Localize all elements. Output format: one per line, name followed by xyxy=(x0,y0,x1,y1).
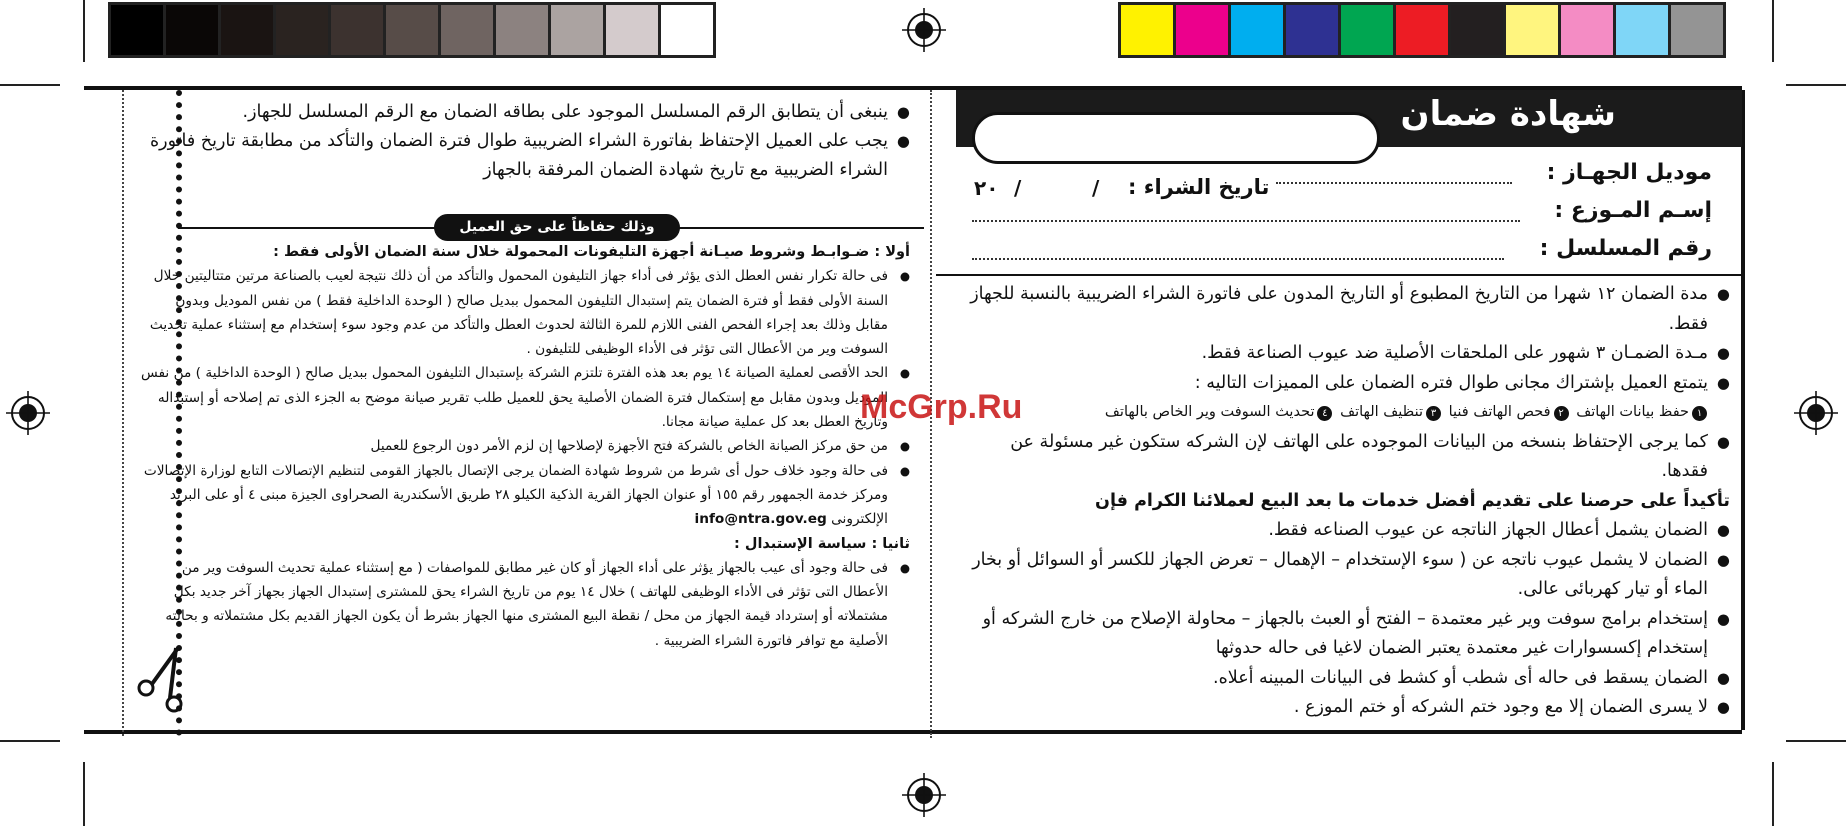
contact-email[interactable]: info@ntra.gov.eg xyxy=(694,511,827,528)
date-separator: / xyxy=(1014,176,1022,200)
model-field-label: موديل الجهـاز : xyxy=(1546,160,1712,185)
color-swatch xyxy=(1671,5,1723,55)
gray-swatch xyxy=(276,5,328,55)
distributor-field-line[interactable] xyxy=(972,220,1520,222)
watermark: McGrp.Ru xyxy=(860,388,1023,426)
feature-number: ٤ xyxy=(1317,406,1332,421)
gray-swatch xyxy=(166,5,218,55)
warranty-terms-list xyxy=(960,280,1730,723)
features-line xyxy=(960,398,1730,428)
serial-invoice-list xyxy=(140,98,910,185)
serial-field-label: رقم المسلسل : xyxy=(1539,236,1712,261)
contact-text: فى حالة وجود خلاف حول أى شرط من شروط شهادة الضمان يرجى الإتصال بالجهاز القومى لتنظيم الإتصالات التابع لوزارة الإتصالات ومركز خدمة الجمهور رقم ١٥٥ أو عنوان الجهاز القرية الذكية الكيلو ٢٨ طريق الأسكندرية الصحراوى الجيزة مبنى ٤ أو على البريد الإلكترونى xyxy=(143,462,888,528)
color-swatch xyxy=(1286,5,1338,55)
list-item: ● الضمان لا يشمل عيوب ناتجه عن ( سوء الإستخدام – الإهمال – تعرض الجهاز للكسر أو السوائل أو بخار الماء أو تيار كهربائى عالى. xyxy=(960,546,1730,605)
feature-item: تحديث السوفت وير الخاص بالهاتف xyxy=(1104,404,1315,420)
warranty-title: شهادة ضمان xyxy=(1400,94,1616,134)
list-item xyxy=(140,459,910,532)
crop-mark xyxy=(0,84,60,86)
section1-title: أولا : ضـوابـط وشروط صيـانة أجهزة التليفونات المحمولة خلال سنة الضمان الأولى فقط : xyxy=(273,244,910,260)
feature-number: ٣ xyxy=(1426,406,1441,421)
terms-list xyxy=(140,240,910,653)
list-item: ● فى حالة تكرار نفس العطل الذى يؤثر فى أداء جهاز التليفون المحمول والتأكد من أن ذلك نتيجة لعيب بالصناعة مرتين متتاليتين خلال السنة الأولى فقط أو فترة الضمان يتم إستبدال التليفون المحمول ببديل صالح ( الوحدة الداخلية فقط ) من نفس الموديل وبدون مقابل وذلك بعد إجراء الفحص الفنى اللازم للمرة الثالثة لحدوث العطل والتأكد من عدم وجود سوء إستخدام مع إستثناء عملية تحديث السوفت وير من الأعطال التى تؤثر فى الأداء الوظيفى للتليفون . xyxy=(140,264,910,361)
color-swatch xyxy=(1176,5,1228,55)
color-swatch xyxy=(1451,5,1503,55)
gray-swatch xyxy=(606,5,658,55)
list-item: ● يجب على العميل الإحتفاظ بفاتورة الشراء الضريبية طوال فترة الضمان والتأكد من مطابقة تاريخ فاتورة الشراء الضريبية مع تاريخ شهادة الضمان المرفقة بالجهاز xyxy=(140,127,910,185)
feature-number: ٢ xyxy=(1554,406,1569,421)
color-swatch xyxy=(1616,5,1668,55)
list-item: ● من حق مركز الصيانة الخاص بالشركة فتح الأجهزة لإصلاحها إن لزم الأمر دون الرجوع للعميل xyxy=(140,434,910,458)
customer-rights-label: وذلك حفاظاً على حق العميل xyxy=(434,214,680,241)
gray-swatch xyxy=(661,5,713,55)
gray-swatch xyxy=(221,5,273,55)
list-item: ● الضمان يشمل أعطال الجهاز الناتجه عن عيوب الصناعه فقط. xyxy=(960,516,1730,546)
card-border xyxy=(1741,90,1745,730)
color-swatch xyxy=(1561,5,1613,55)
date-year-prefix: ٢٠ xyxy=(974,176,999,200)
color-swatch xyxy=(1231,5,1283,55)
purchase-date-label: تاريخ الشراء : xyxy=(1128,175,1270,199)
crop-mark xyxy=(1772,762,1774,826)
feature-item: حفظ بيانات الهاتف xyxy=(1576,404,1689,420)
crop-mark xyxy=(83,762,85,826)
list-item: ● ينبغى أن يتطابق الرقم المسلسل الموجود على بطاقه الضمان مع الرقم المسلسل للجهاز. xyxy=(140,98,910,127)
list-item: ● الضمان يسقط فى حاله أى شطب أو كشط فى البيانات المبينه أعلاه. xyxy=(960,664,1730,694)
list-item: ● مدة الضمان ١٢ شهرا من التاريخ المطبوع أو التاريخ المدون على فاتورة الشراء الضريبية بالنسبة للجهاز فقط. xyxy=(960,280,1730,339)
grayscale-color-bar xyxy=(108,2,716,58)
distributor-field-label: إسـم المـوزع : xyxy=(1554,198,1712,223)
cut-line xyxy=(176,90,182,736)
feature-item: تنظيف الهاتف xyxy=(1340,404,1423,420)
list-item: ● لا يسرى الضمان إلا مع وجود ختم الشركه أو ختم الموزع . xyxy=(960,693,1730,723)
feature-number: ١ xyxy=(1692,406,1707,421)
model-field-line[interactable] xyxy=(1276,182,1512,184)
panel-divider xyxy=(936,274,1742,276)
gray-swatch xyxy=(331,5,383,55)
list-item: ● يتمتع العميل بإشتراك مجانى طوال فتره الضمان على المميزات التاليه : xyxy=(960,369,1730,399)
color-swatch xyxy=(1121,5,1173,55)
scissors-icon xyxy=(136,646,184,716)
feature-item: فحص الهاتف فنيا xyxy=(1448,404,1551,420)
crop-mark xyxy=(1786,740,1846,742)
gray-swatch xyxy=(386,5,438,55)
list-item: ● مـدة الضمـان ٣ شهور على الملحقات الأصلية ضد عيوب الصناعة فقط. xyxy=(960,339,1730,369)
date-separator: / xyxy=(1092,176,1100,200)
list-item: ● إستخدام برامج سوفت وير غير معتمدة – الفتح أو العبث بالجهاز – محاولة الإصلاح من خارج الشركه أو إستخدام إكسسوارات غير معتمدة يعتبر الضمان لاغيا فى حاله حدوثها xyxy=(960,605,1730,664)
registration-target-icon xyxy=(902,8,946,52)
list-item: ● الحد الأقصى لعملية الصيانة ١٤ يوم بعد هذه الفترة تلتزم الشركة بإستبدال التليفون المحمول ببديل صالح ( الوحدة الداخلية ) من نفس الموديل وبدون مقابل مع إستكمال فترة الضمان الأصلية يحق للعميل طلب تقرير صيانة موضح به الجزء الذى تم إصلاحه أو إستبداله وتاريخ العطل بعد كل عملية صيانة مجانا. xyxy=(140,361,910,434)
crop-mark xyxy=(1772,0,1774,62)
gray-swatch xyxy=(441,5,493,55)
crop-mark xyxy=(83,0,85,62)
service-emphasis: تأكيداً على حرصنا على تقديم أفضل خدمات ما بعد البيع لعملائنا الكرام فإن xyxy=(1095,490,1730,511)
gray-swatch xyxy=(111,5,163,55)
crop-mark xyxy=(1786,84,1846,86)
fold-line xyxy=(122,90,124,736)
list-item: ● فى حالة وجود أى عيب بالجهاز يؤثر على أداء الجهاز أو كان غير مطابق للمواصفات ( مع إستثناء عملية تحديث السوفت وير من الأعطال التى تؤثر فى الأداء الوظيفى للهاتف ) خلال ١٤ يوم من تاريخ الشراء يحق للمشترى إستبدال الجهاز بجهاز آخر جديد بكل مشتملاته أو إسترداد قيمة الجهاز من محل / نقطة البيع المشترى منها الجهاز بشرط أن يكون الجهاز القديم بكل مشتملاته و بحالته الأصلية مع توافر فاتورة الشراء الضريبية . xyxy=(140,556,910,653)
gray-swatch xyxy=(496,5,548,55)
cmyk-color-bar xyxy=(1118,2,1726,58)
color-swatch xyxy=(1396,5,1448,55)
registration-target-icon xyxy=(902,773,946,817)
color-swatch xyxy=(1341,5,1393,55)
color-swatch xyxy=(1506,5,1558,55)
registration-target-icon xyxy=(6,391,50,435)
purchase-date-box[interactable] xyxy=(972,112,1380,164)
list-item: ● كما يرجى الإحتفاظ بنسخه من البيانات الموجوده على الهاتف لإن الشركه ستكون غير مسئولة عن فقدها. xyxy=(960,428,1730,487)
section2-title: ثانيا : سياسة الإستبدال : xyxy=(734,535,910,552)
gray-swatch xyxy=(551,5,603,55)
registration-target-icon xyxy=(1794,391,1838,435)
serial-field-line[interactable] xyxy=(972,258,1504,260)
crop-mark xyxy=(0,740,60,742)
